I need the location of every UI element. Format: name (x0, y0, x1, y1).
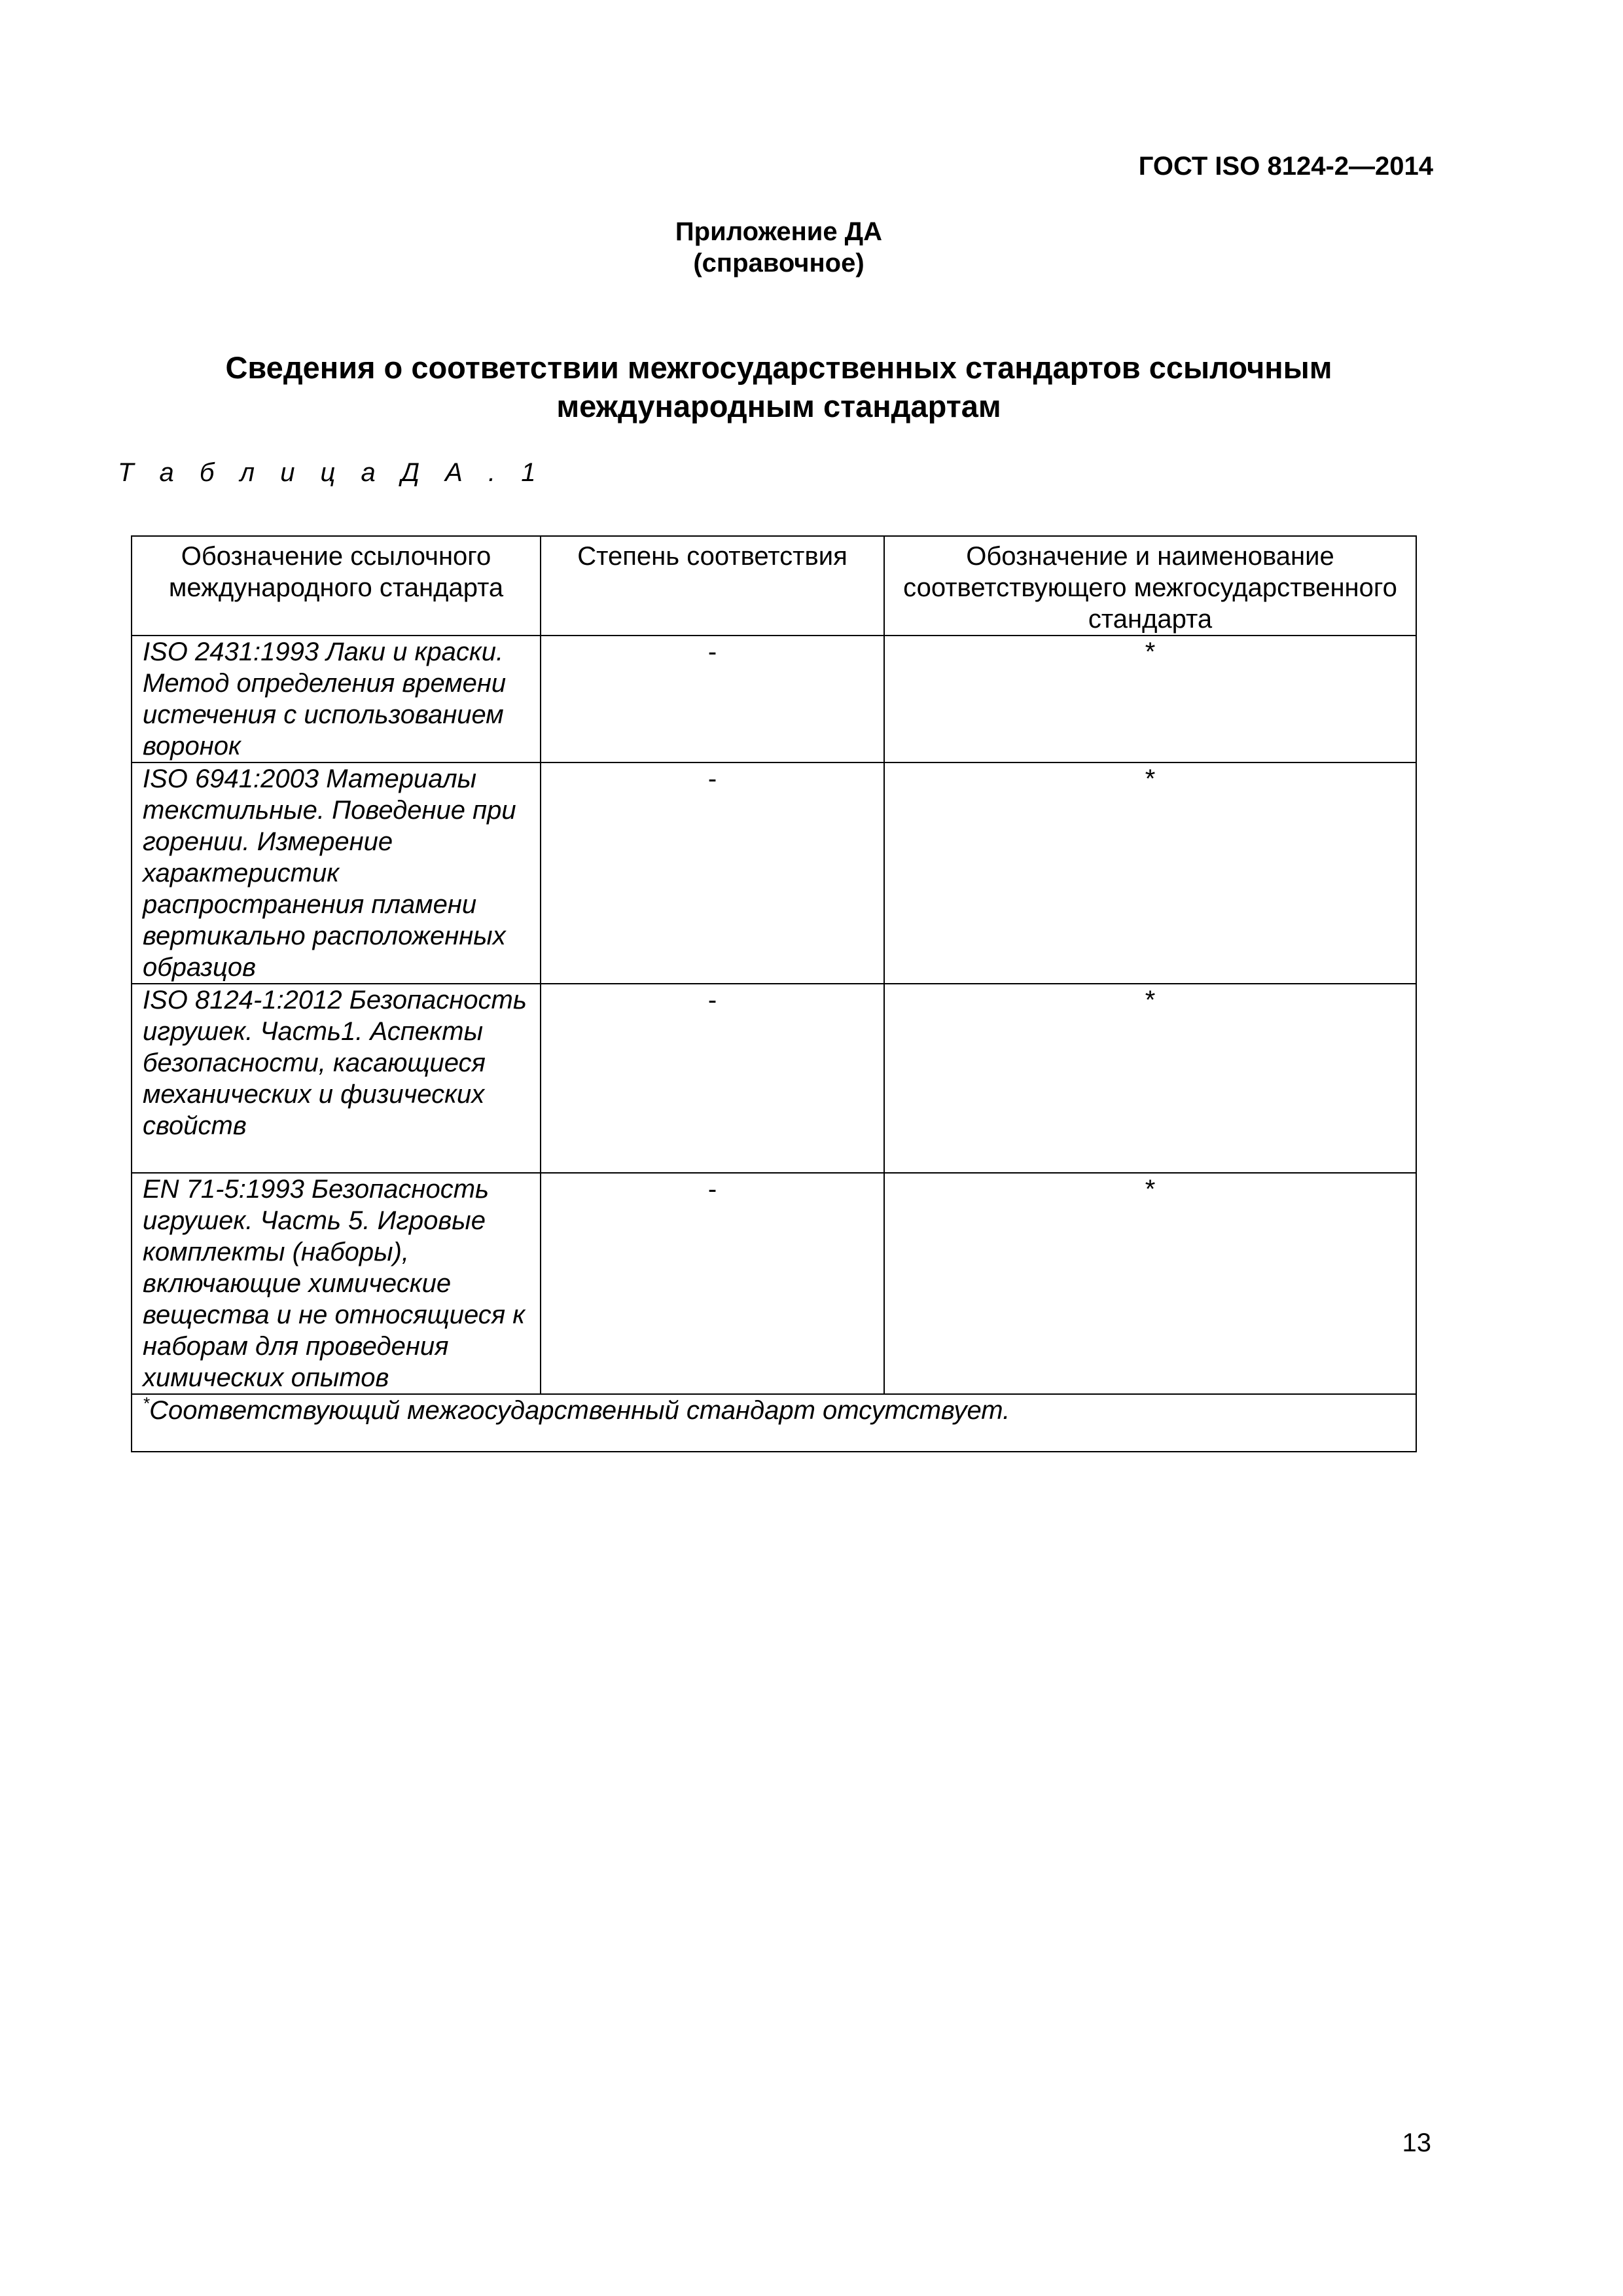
table-row (132, 984, 1416, 1173)
appendix-type: (справочное) (693, 249, 865, 278)
appendix-heading (0, 216, 1558, 279)
table-header-row (132, 536, 1416, 636)
reference-cell: EN 71-5:1993 Безопасность игрушек. Часть 5. Игровые комплекты (наборы), включающие химические вещества и не относящиеся к наборам для проведения химических опытов (132, 1173, 541, 1394)
column-header-reference: Обозначение ссылочного международного стандарта (132, 536, 541, 636)
appendix-title: Приложение ДА (675, 217, 883, 246)
document-title: Сведения о соответствии межгосударственных стандартов ссылочным международным стандартам (225, 350, 1332, 423)
page-number: 13 (1402, 2128, 1431, 2157)
table-row (132, 762, 1416, 984)
correspondence-table (131, 535, 1417, 1452)
table-footnote-row (132, 1394, 1416, 1452)
column-header-degree: Степень соответствия (541, 536, 884, 636)
column-header-standard: Обозначение и наименование соответствующего межгосударственного стандарта (884, 536, 1416, 636)
degree-cell: - (541, 1173, 884, 1394)
standard-cell: * (884, 762, 1416, 984)
footnote-mark: * (143, 1393, 150, 1413)
degree-cell: - (541, 762, 884, 984)
reference-cell: ISO 2431:1993 Лаки и краски. Метод определения времени истечения с использованием воронок (132, 636, 541, 762)
table-row (132, 1173, 1416, 1394)
table-caption: Т а б л и ц а Д А . 1 (118, 458, 545, 487)
degree-cell: - (541, 984, 884, 1173)
document-code: ГОСТ ISO 8124-2—2014 (1138, 152, 1433, 181)
table-row (132, 636, 1416, 762)
reference-cell: ISO 8124-1:2012 Безопасность игрушек. Часть1. Аспекты безопасности, касающиеся механических и физических свойств (132, 984, 541, 1173)
degree-cell: - (541, 636, 884, 762)
standard-cell: * (884, 1173, 1416, 1394)
standard-cell: * (884, 636, 1416, 762)
standard-cell: * (884, 984, 1416, 1173)
table-footnote (132, 1394, 1416, 1452)
footnote-text: Соответствующий межгосударственный стандарт отсутствует. (149, 1396, 1010, 1425)
reference-cell: ISO 6941:2003 Материалы текстильные. Поведение при горении. Измерение характеристик распространения пламени вертикально расположенных образцов (132, 762, 541, 984)
